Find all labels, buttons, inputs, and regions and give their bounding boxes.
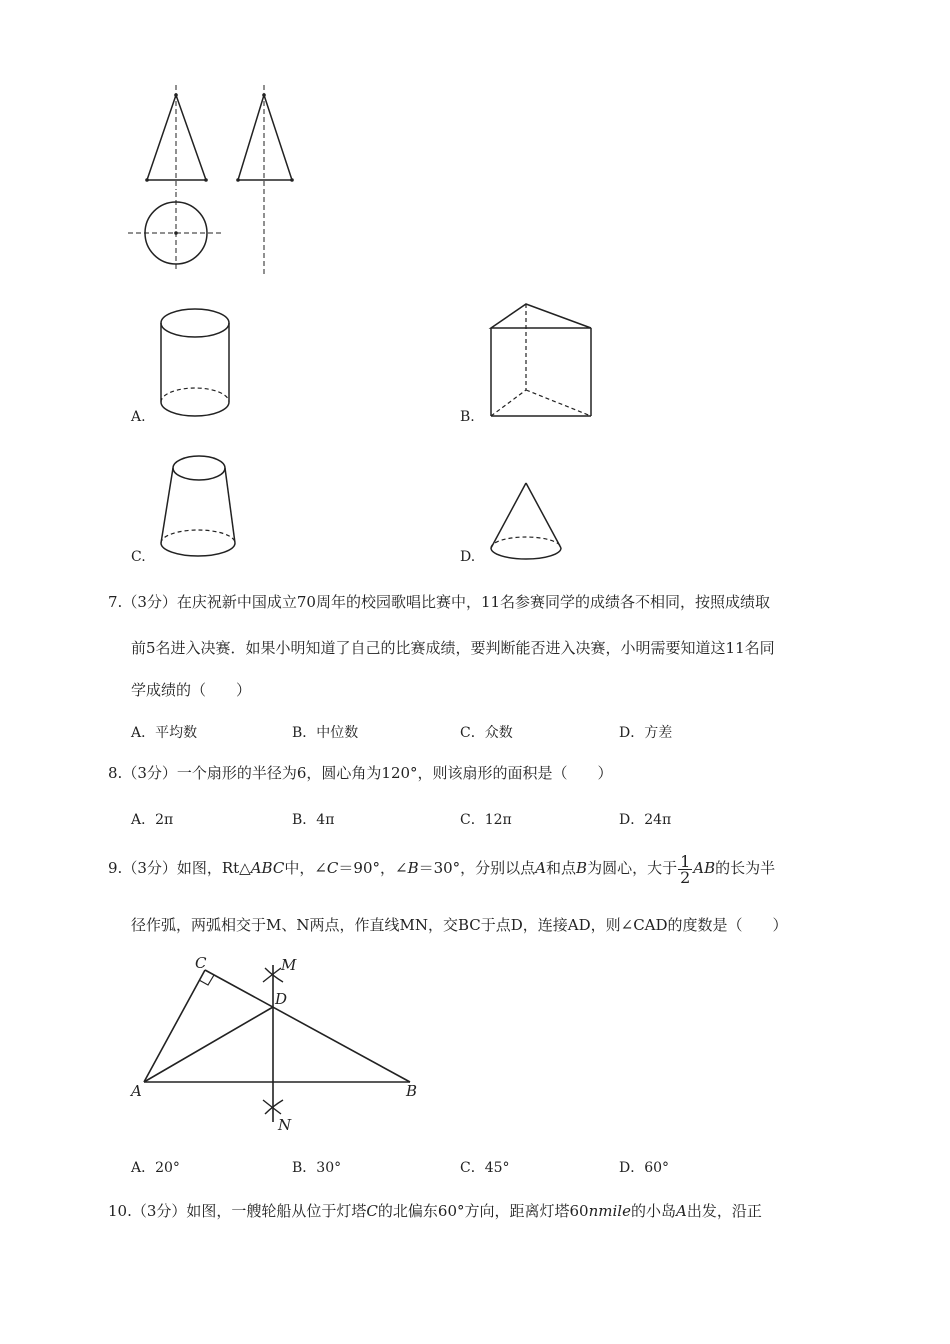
q6-option-a[interactable]: A.: [131, 409, 146, 425]
q9-text-d: ＝90°，∠: [338, 859, 408, 877]
q9-line2: 径作弧，两弧相交于M、N两点，作直线MN，交BC于点D，连接AD，则∠CAD的度数是（ ）: [131, 916, 788, 934]
option-b-prism: [485, 300, 605, 420]
q9-text-j: 为圆心，大于: [587, 859, 678, 877]
q9-text-abc: ABC: [250, 859, 285, 877]
fraction-one-half: $\frac{1}{2}$: [680, 851, 691, 887]
q9-text-l: 的长为半: [715, 859, 776, 877]
option-d-cone: [487, 478, 577, 568]
q10-number: 10.: [108, 1202, 132, 1220]
q8-option-a[interactable]: A．2π: [131, 812, 174, 828]
q9-number: 9.: [108, 859, 123, 877]
label-b: B: [406, 1082, 418, 1100]
q9-text-f: ＝30°，分别以点: [418, 859, 536, 877]
q8-option-d[interactable]: D．24π: [619, 812, 672, 828]
q10-score: （3分）: [131, 1202, 187, 1220]
q8-text: 一个扇形的半径为6，圆心角为120°，则该扇形的面积是（ ）: [176, 764, 613, 782]
q9-text-b: 中，∠: [284, 859, 327, 877]
q9-text-c: C: [326, 859, 339, 877]
q7-line2: 前5名进入决赛．如果小明知道了自己的比赛成绩，要判断能否进入决赛，小明需要知道这11名同: [131, 639, 775, 657]
label-c: C: [195, 954, 207, 972]
q10-text-e: A: [675, 1202, 687, 1220]
label-m: M: [281, 956, 297, 974]
q6-option-b[interactable]: B.: [460, 409, 475, 425]
q7-line3: 学成绩的（ ）: [131, 681, 252, 699]
q9-text-a: 如图，Rt△: [176, 859, 251, 877]
q10-text-unit: nmile: [588, 1202, 631, 1220]
q7-score: （3分）: [122, 593, 177, 611]
segment-ca: [144, 970, 205, 1082]
segment-cb: [205, 970, 410, 1082]
option-a-cylinder: [155, 305, 245, 425]
q7-option-c[interactable]: C．众数: [460, 725, 513, 741]
label-a: A: [131, 1082, 142, 1100]
q6-option-c[interactable]: C.: [131, 549, 146, 565]
q9-option-d[interactable]: D．60°: [619, 1160, 670, 1176]
q8-number: 8.: [108, 764, 123, 782]
q9-option-a[interactable]: A．20°: [131, 1160, 180, 1176]
q9-option-b[interactable]: B．30°: [292, 1160, 342, 1176]
side-view-triangle: [238, 95, 292, 180]
q10-text-f: 出发，沿正: [686, 1202, 762, 1220]
q9-text-i: B: [576, 859, 588, 877]
q10-text-b: 的北偏东60°方向，距离灯塔60: [377, 1202, 589, 1220]
q9-triangle-figure: [125, 950, 445, 1135]
q9-text-g: A: [535, 859, 547, 877]
label-n: N: [278, 1116, 292, 1134]
segment-ad: [144, 1007, 273, 1082]
q7-line1: [108, 592, 770, 612]
q8-line1: [108, 763, 613, 783]
q9-text-k: AB: [693, 859, 716, 877]
q7-option-a[interactable]: A．平均数: [131, 725, 198, 741]
q10-line1: [108, 1201, 762, 1221]
q9-text-e: B: [407, 859, 419, 877]
q7-option-d[interactable]: D．方差: [619, 725, 673, 741]
label-d: D: [275, 990, 288, 1008]
q10-text-a: 如图，一艘轮船从位于灯塔: [186, 1202, 367, 1220]
q7-option-b[interactable]: B．中位数: [292, 725, 359, 741]
q8-option-c[interactable]: C．12π: [460, 812, 512, 828]
q7-number: 7.: [108, 593, 123, 611]
arc-n-2: [265, 1100, 283, 1114]
q9-line1: [108, 850, 775, 886]
q7-text1: 在庆祝新中国成立70周年的校园歌唱比赛中，11名参赛同学的成绩各不相同，按照成绩取: [176, 593, 771, 611]
q9-text-h: 和点: [546, 859, 577, 877]
three-view-figure: [120, 80, 340, 280]
q6-option-d[interactable]: D.: [460, 549, 476, 565]
q8-option-b[interactable]: B．4π: [292, 812, 335, 828]
q10-text-c: C: [366, 1202, 378, 1220]
option-c-frustum: [155, 448, 255, 563]
q9-option-c[interactable]: C．45°: [460, 1160, 510, 1176]
q9-score: （3分）: [122, 859, 177, 877]
q8-score: （3分）: [122, 764, 177, 782]
q10-text-d: 的小岛: [630, 1202, 676, 1220]
